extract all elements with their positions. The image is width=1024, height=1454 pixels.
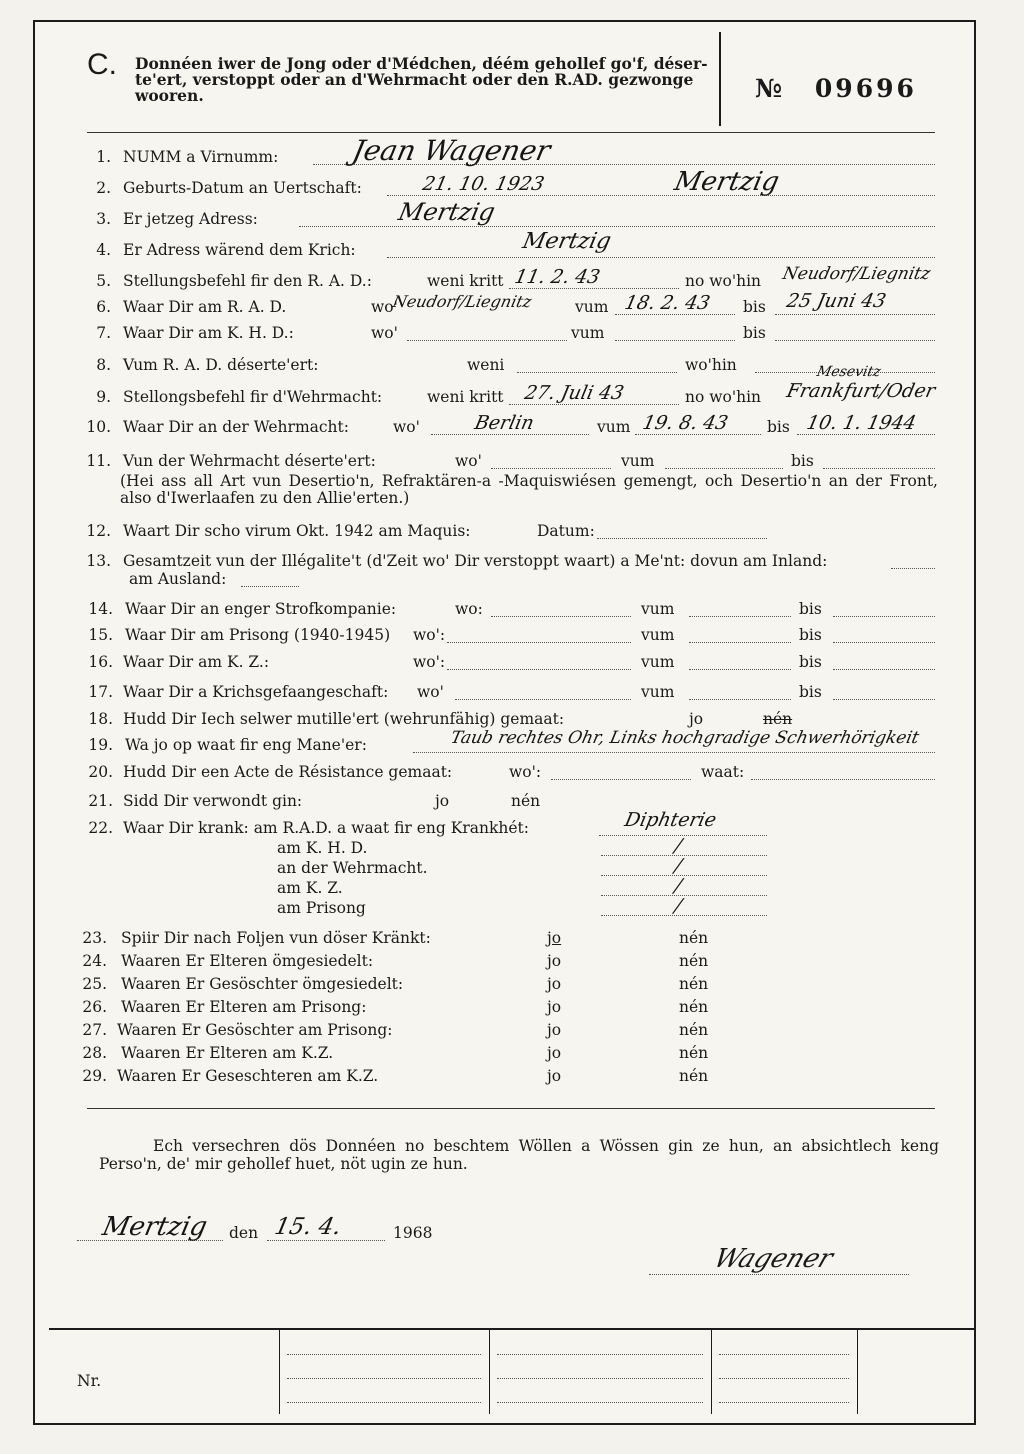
number-value: 09696 [814,74,917,103]
choice-jo-underlined: jo [547,929,562,947]
form-title: Donnéen iwer de Jong oder d'Médchen, déém gehollef go'f, déser-te'ert, verstoppt oder an d'Wehrmacht oder den R.AD. gezwonge wooren. [135,54,708,105]
section-letter: C. [87,48,117,81]
header-divider [719,32,721,126]
illness-value: Diphterie [622,809,719,831]
signature-year: 1968 [393,1224,433,1242]
form-number [755,74,917,103]
header-rule [87,132,935,133]
form-sheet: C. Donnéen iwer de Jong oder d'Médchen, déém gehollef go'f, déser-te'ert, verstoppt oder an d'Wehrmacht oder den R.AD. gezwonge wooren. № 09696 1. NUMM a Virnumm: Jean Wagener 2. Geburts-Datum an Uertschaft: 21. 10. 1923 Mertzig 3. Er jetzeg Adress: Mertzig 4. Er Adress wärend dem Krich: Mertzig 5. Stellungsbefehl fir den R. A. D.: weni kritt 11. 2. 43 no wo'hin Neudorf/Liegnitz 6. Waar Dir am R. A. D. wo' Neudorf/Liegnitz vum 18. 2. 43 bis 25 Juni 43 7. Waar Dir am K. H. D.: wo' vum bis 8. Vum R. A. D. déserte'ert: weni wo'hin 9. Stellongsbefehl fir d'Wehrmacht: weni kritt 27. Juli 43 no wo'hin Mesevitz Frankfurt/Oder 10. Waar Dir an der Wehrmacht: wo' Berlin vum 19. 8. 43 bis 10. 1. 1944 11. Vun der Wehrmacht déserte'ert: wo' vum bis (Hei ass all Art vun Desertio'n, Refraktären-a -Maquiswiésen gemengt, och Desertio'n an der Front, also d'Iwerlaafen zu den Allie'erten.) 12. Waart Dir scho virum Okt. 1942 am Maquis: Datum: 13. Gesamtzeit vun der Illégalite't (d'Zeit wo' Dir verstoppt waart) a Me'nt: dovun am Inland: am Ausland: 14. Waar Dir an enger Strofkompanie: wo: vum bis 15. Waar Dir am Prisong (1940-1945) wo': vum bis 16. Waar Dir am K. Z.: wo': vum bis 17. Waar Dir a Krichsgefaangeschaft: wo' vum bis 18. Hudd Dir Iech selwer mutille'ert (wehrunfähig) gemaat: jo nén 19. Wa jo op waat fir eng Mane'er: Taub rechtes Ohr, Links hochgradige Schwerhörigkeit 20. Hudd Dir een Acte de Résistance gemaat: wo': waat: 21. Sidd Dir verwondt gin: jo nén 22. Waar Dir krank: am R.A.D. a waat fir eng Krankhét: Diphterie am K. H. D. / an der Wehrmacht. / am K. Z. / am Prisong / 23. Spiir Dir nach Foljen vun döser Kränkt: jo nén 24. Waaren Er Elteren ömgesiedelt: jo nén 25. Waaren Er Gesöschter ömgesiedelt: jo nén 26. Waaren Er Elteren am Prisong: jo nén 27. Waaren Er Gesöschter am Prisong: jo nén 28. Waaren Er Elteren am K.Z. jo nén 29. Waaren Er Geseschteren am K.Z. jo nén Ech versechren dös Donnéen no beschtem Wöllen a Wössen gin ze hun, an absichtlech keng Perso'n, de' mir gehollef huet, nöt ugin ze hun. Mertzig den 15. 4. 1968 Wagener Nr. [33,20,976,1425]
footer-table [49,1328,976,1414]
mutilation-method-value: Taub rechtes Ohr, Links hochgradige Schwerhörigkeit [448,728,921,748]
section-rule [87,1108,935,1109]
choice-nen-struck: nén [763,710,793,728]
war-address-value: Mertzig [520,229,614,254]
signature-line [649,1274,909,1275]
nr-label: Nr. [77,1372,102,1390]
signature: Wagener [709,1244,838,1274]
current-address-value: Mertzig [396,198,498,226]
signature-date: 15. 4. [272,1214,344,1240]
birth-place-value: Mertzig [671,167,782,197]
birth-date-value: 21. 10. 1923 [420,173,547,195]
name-value: Jean Wagener [349,134,554,167]
number-symbol: № [755,74,786,103]
row-11-note: (Hei ass all Art vun Desertio'n, Refraktären-a -Maquiswiésen gemengt, och Desertio'n an der Front, also d'Iwerlaafen zu den Allie'erten.) [120,472,938,507]
signature-place: Mertzig [99,1212,210,1242]
declaration-text: Ech versechren dös Donnéen no beschtem Wöllen a Wössen gin ze hun, an absichtlech keng Perso'n, de' mir gehollef huet, nöt ugin ze hun. [99,1137,939,1173]
row-label: NUMM a Virnumm: [123,148,279,166]
